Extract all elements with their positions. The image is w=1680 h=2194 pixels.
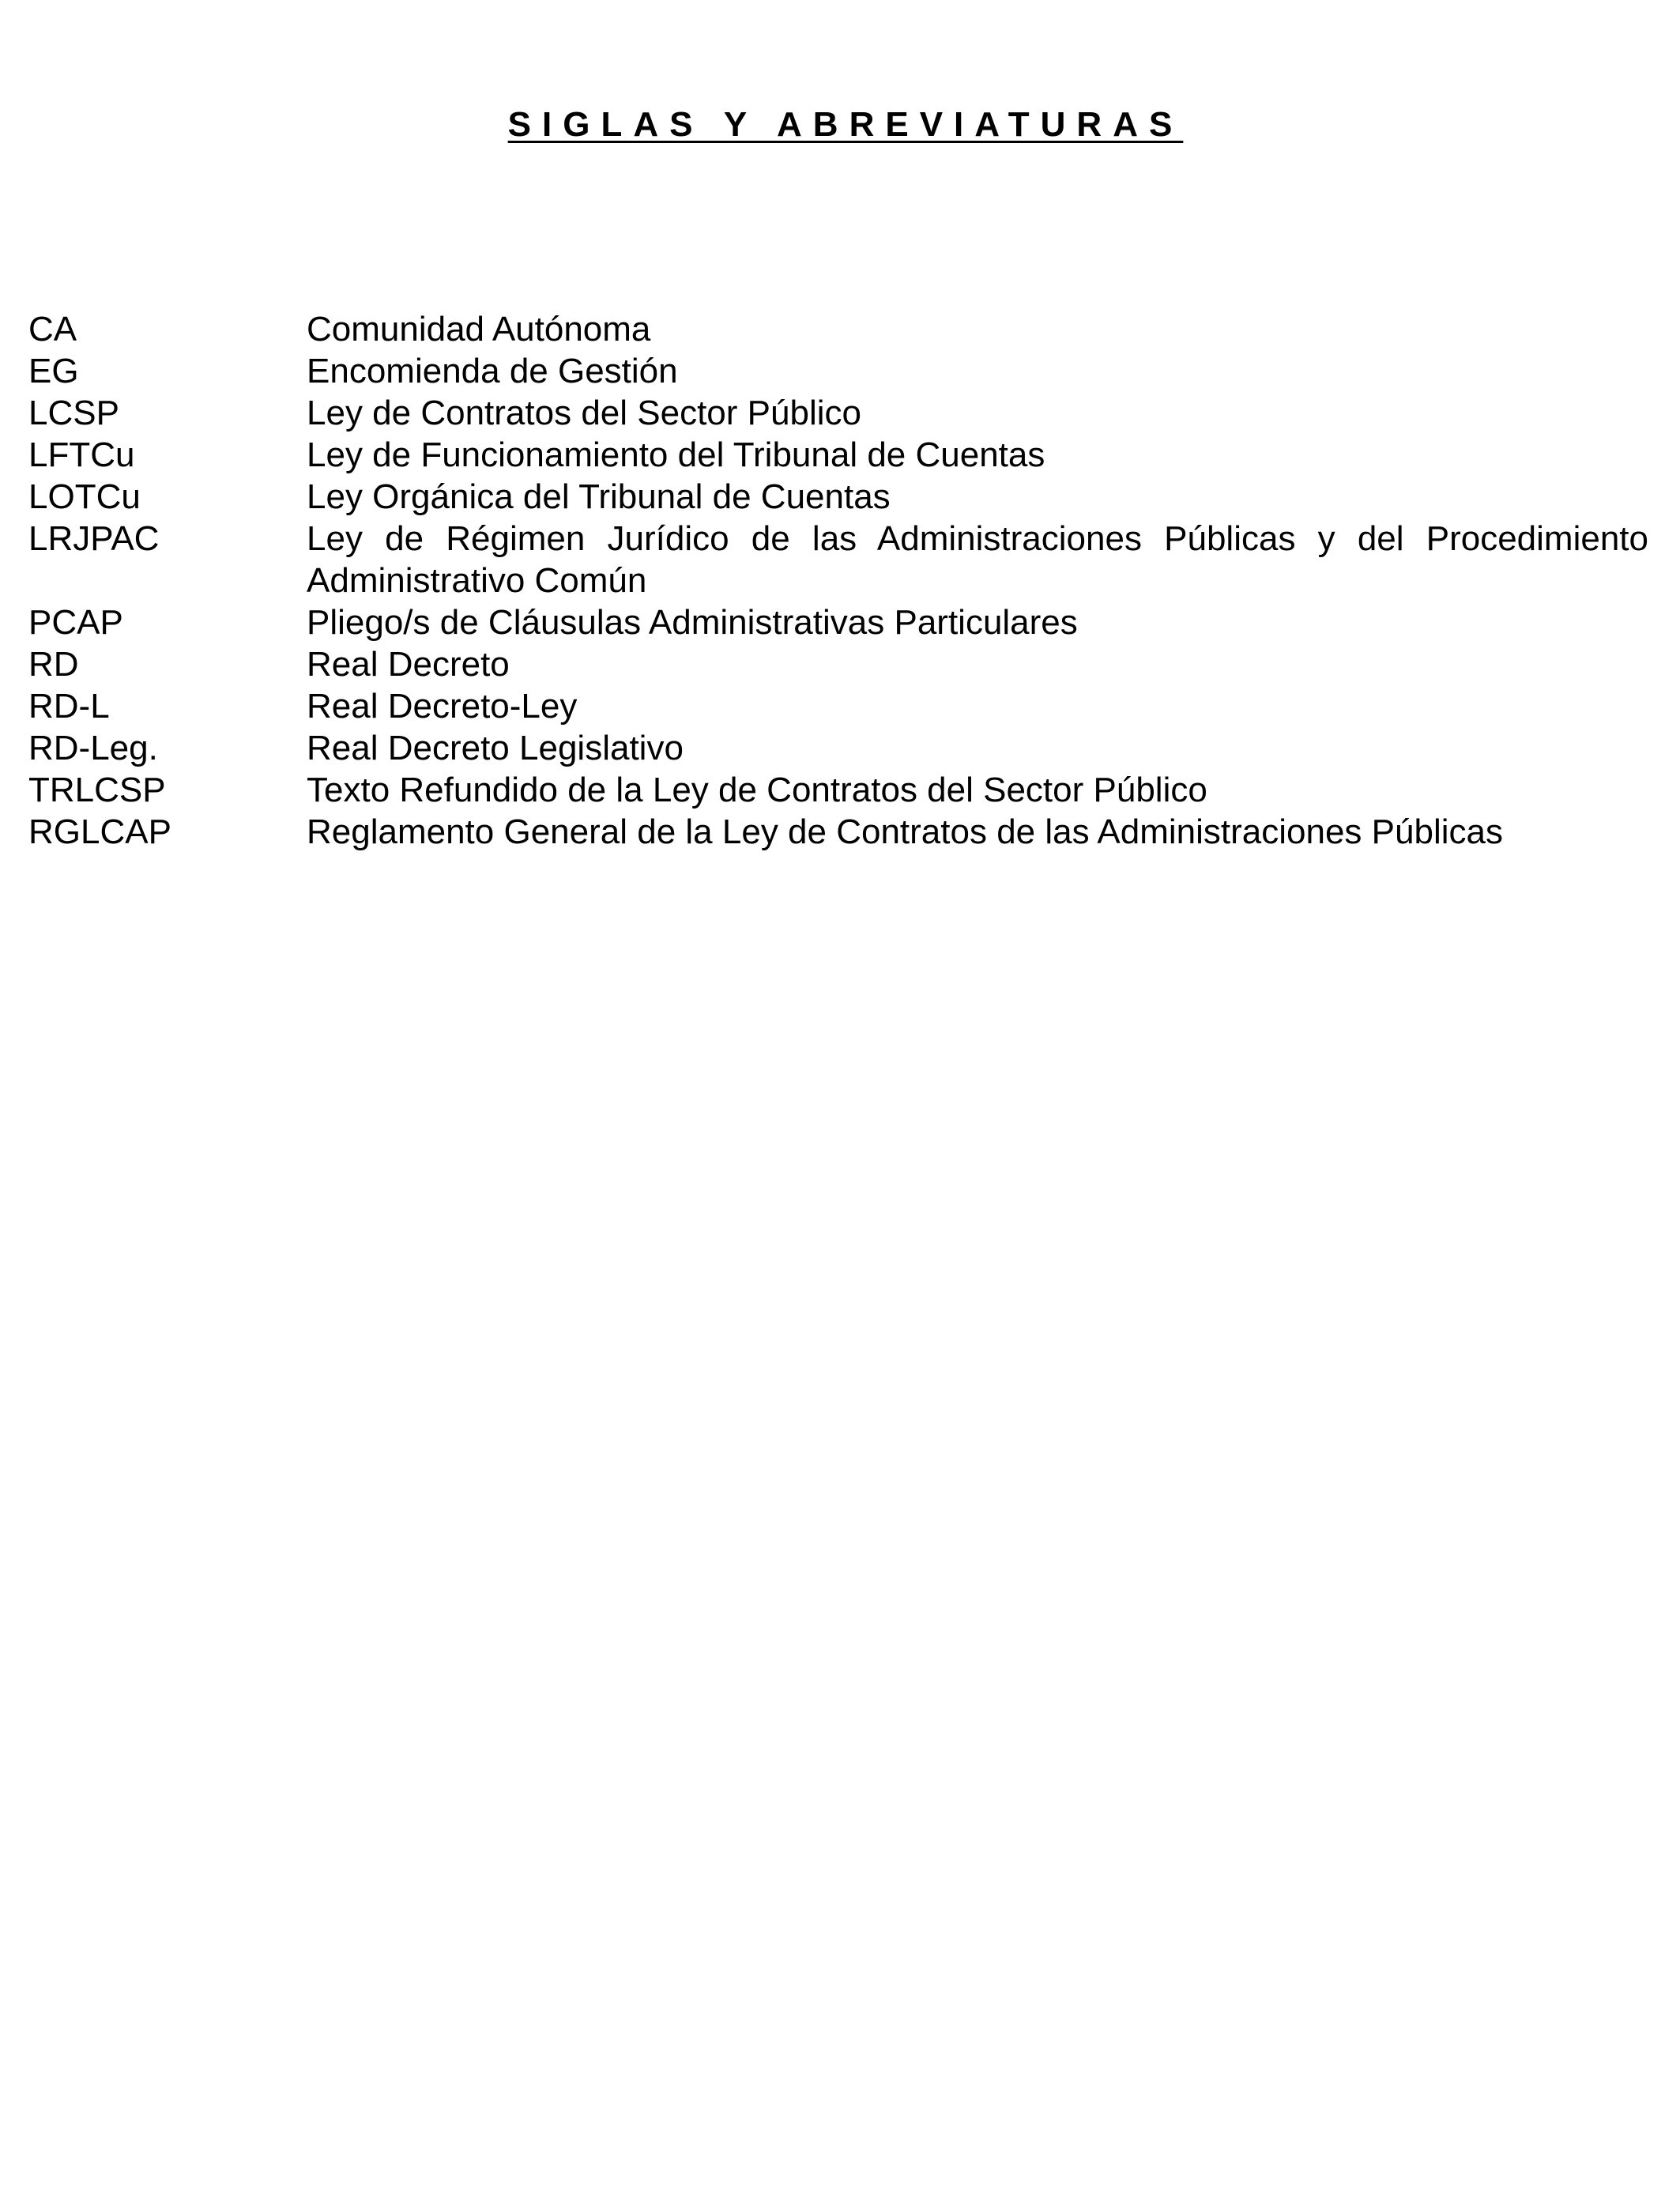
list-item [28,685,1648,727]
list-item [28,643,1648,685]
page-title [0,101,1680,149]
list-item [28,769,1648,811]
abbreviation: LFTCu [28,435,135,474]
definition: Ley Orgánica del Tribunal de Cuentas [307,477,891,516]
abbreviation: LRJPAC [28,519,160,558]
abbreviations-list [28,308,1648,853]
definition: Reglamento General de la Ley de Contratos de las Administraciones Públicas [307,812,1503,851]
list-item [28,350,1648,392]
list-item [28,518,1648,601]
definition: Ley de Contratos del Sector Público [307,394,861,432]
list-item [28,811,1648,853]
definition: Pliego/s de Cláusulas Administrativas Particulares [307,603,1078,642]
page-title-text: SIGLAS Y ABREVIATURAS [507,105,1184,144]
definition: Ley de Régimen Jurídico de las Administraciones Públicas y del Procedimiento Administrativo Común [307,519,1648,600]
abbreviation: PCAP [28,603,123,642]
list-item [28,727,1648,769]
definition: Encomienda de Gestión [307,352,678,390]
list-item [28,434,1648,476]
definition: Real Decreto-Ley [307,687,578,726]
list-item [28,601,1648,643]
abbreviation: RD-L [28,687,110,726]
abbreviation: CA [28,310,77,349]
abbreviation: RD [28,645,79,684]
definition: Comunidad Autónoma [307,310,651,349]
abbreviation: RD-Leg. [28,729,158,767]
definition: Real Decreto [307,645,510,684]
list-item [28,308,1648,350]
definition: Texto Refundido de la Ley de Contratos del Sector Público [307,771,1207,809]
abbreviation: EG [28,352,79,390]
list-item [28,392,1648,434]
definition: Real Decreto Legislativo [307,729,684,767]
abbreviation: LOTCu [28,477,141,516]
abbreviation: LCSP [28,394,119,432]
abbreviation: TRLCSP [28,771,166,809]
list-item [28,476,1648,518]
definition: Ley de Funcionamiento del Tribunal de Cuentas [307,435,1045,474]
abbreviation: RGLCAP [28,812,171,851]
